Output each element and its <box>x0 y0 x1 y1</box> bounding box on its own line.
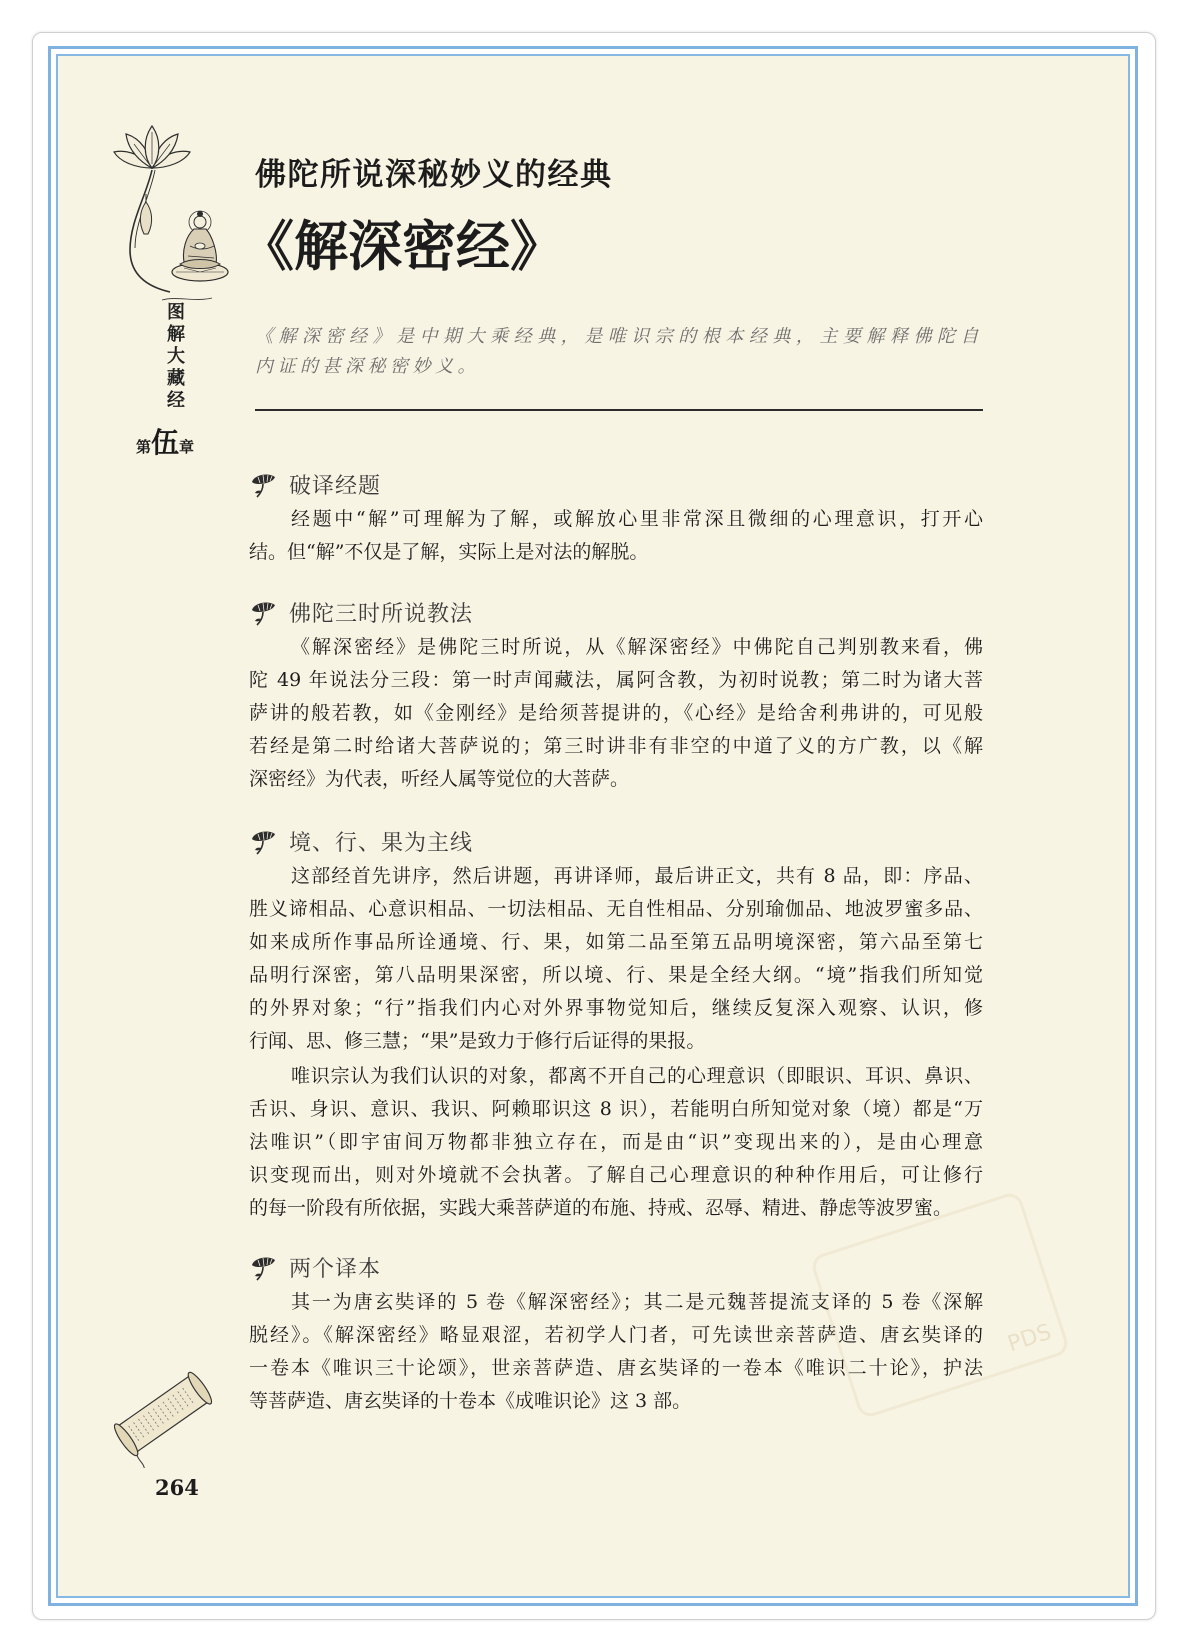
section-heading-text: 境、行、果为主线 <box>289 831 474 856</box>
text-line: 胜义谛相品、心意识相品、一切法相品、无自性相品、分别瑜伽品、地波罗蜜多品、 <box>249 898 983 920</box>
paragraph <box>249 631 983 796</box>
scroll-illustration-icon <box>100 1360 226 1468</box>
section-heading <box>249 466 983 503</box>
section-three-periods <box>249 594 983 796</box>
page-number: 264 <box>155 1475 199 1500</box>
text-line: 的外界对象；“行”指我们内心对外界事物觉知后，继续反复深入观察、认识，修 <box>249 997 983 1019</box>
chapter-suffix: 章 <box>179 438 195 456</box>
lotus-icon <box>249 1254 277 1282</box>
intro-text <box>255 322 983 382</box>
chapter-label <box>136 426 194 464</box>
text-line: 结。但“解”不仅是了解，实际上是对法的解脱。 <box>249 541 649 563</box>
watermark-text: PDS <box>1004 1319 1055 1358</box>
text-line: 萨讲的般若教，如《金刚经》是给须菩提讲的，《心经》是给舍利弗讲的，可见般 <box>249 702 983 724</box>
section-heading <box>249 823 983 860</box>
series-title: 图解大藏经 <box>164 302 185 412</box>
lotus-icon <box>249 828 277 856</box>
section-title-explanation <box>249 466 983 569</box>
page-title: 《解深密经》 <box>240 214 564 278</box>
lotus-icon <box>249 599 277 627</box>
text-line: 陀 49 年说法分三段：第一时声闻藏法，属阿含教，为初时说教；第二时为诸大菩 <box>249 669 983 691</box>
text-line: 《解深密经》是佛陀三时所说，从《解深密经》中佛陀自己判别教来看，佛 <box>291 636 983 658</box>
section-heading-text: 佛陀三时所说教法 <box>289 602 474 627</box>
chapter-prefix: 第 <box>136 438 152 456</box>
text-line: 舌识、身识、意识、我识、阿赖耶识这 8 识），若能明白所知觉对象（境）都是“万 <box>249 1098 983 1120</box>
lotus-icon <box>249 471 277 499</box>
text-line: 如来成所作事品所诠通境、行、果，如第二品至第五品明境深密，第六品至第七 <box>249 931 983 953</box>
text-line: 等菩萨造、唐玄奘译的十卷本《成唯识论》这 3 部。 <box>249 1390 692 1412</box>
text-line: 这部经首先讲序，然后讲题，再讲译师，最后讲正文，共有 8 品，即：序品、 <box>291 865 983 887</box>
text-line: 深密经》为代表，听经人属等觉位的大菩萨。 <box>249 768 630 790</box>
text-line: 脱经》。《解深密经》略显艰涩，若初学人门者，可先读世亲菩萨造、唐玄奘译的 <box>249 1324 983 1346</box>
text-line: 经题中“解”可理解为了解，或解放心里非常深且微细的心理意识，打开心 <box>291 508 983 530</box>
text-line: 识变现而出，则对外境就不会执著。了解自己心理意识的种种作用后，可让修行 <box>249 1164 983 1186</box>
text-line: 的每一阶段有所依据，实践大乘菩萨道的布施、持戒、忍辱、精进、静虑等波罗蜜。 <box>249 1197 953 1219</box>
text-line: 行闻、思、修三慧；“果”是致力于修行后证得的果报。 <box>249 1030 706 1052</box>
page-subtitle: 佛陀所说深秘妙义的经典 <box>255 157 613 193</box>
paragraph <box>249 860 983 1058</box>
text-line: 法唯识”（即宇宙间万物都非独立存在，而是由“识”变现出来的），是由心理意 <box>249 1131 983 1153</box>
section-heading-text: 破译经题 <box>289 474 382 499</box>
intro-line: 内证的甚深秘密妙义。 <box>255 356 480 377</box>
divider-rule <box>255 409 983 411</box>
text-line: 唯识宗认为我们认识的对象，都离不开自己的心理意识（即眼识、耳识、鼻识、 <box>291 1065 983 1087</box>
section-main-threads <box>249 823 983 1225</box>
section-heading <box>249 594 983 631</box>
intro-line: 《解深密经》是中期大乘经典，是唯识宗的根本经典，主要解释佛陀自 <box>255 326 983 347</box>
text-line: 一卷本《唯识三十论颂》，世亲菩萨造、唐玄奘译的一卷本《唯识二十论》，护法 <box>249 1357 983 1379</box>
section-heading-text: 两个译本 <box>289 1257 382 1282</box>
chapter-number: 伍 <box>151 426 180 459</box>
lotus-figure-illustration-icon <box>112 122 230 310</box>
paragraph <box>249 503 983 569</box>
text-line: 品明行深密，第八品明果深密，所以境、行、果是全经大纲。“境”指我们所知觉 <box>249 964 983 986</box>
paragraph <box>249 1060 983 1225</box>
text-line: 若经是第二时给诸大菩萨说的；第三时讲非有非空的中道了义的方广教，以《解 <box>249 735 983 757</box>
text-line: 其一为唐玄奘译的 5 卷《解深密经》；其二是元魏菩提流支译的 5 卷《深解 <box>291 1291 983 1313</box>
